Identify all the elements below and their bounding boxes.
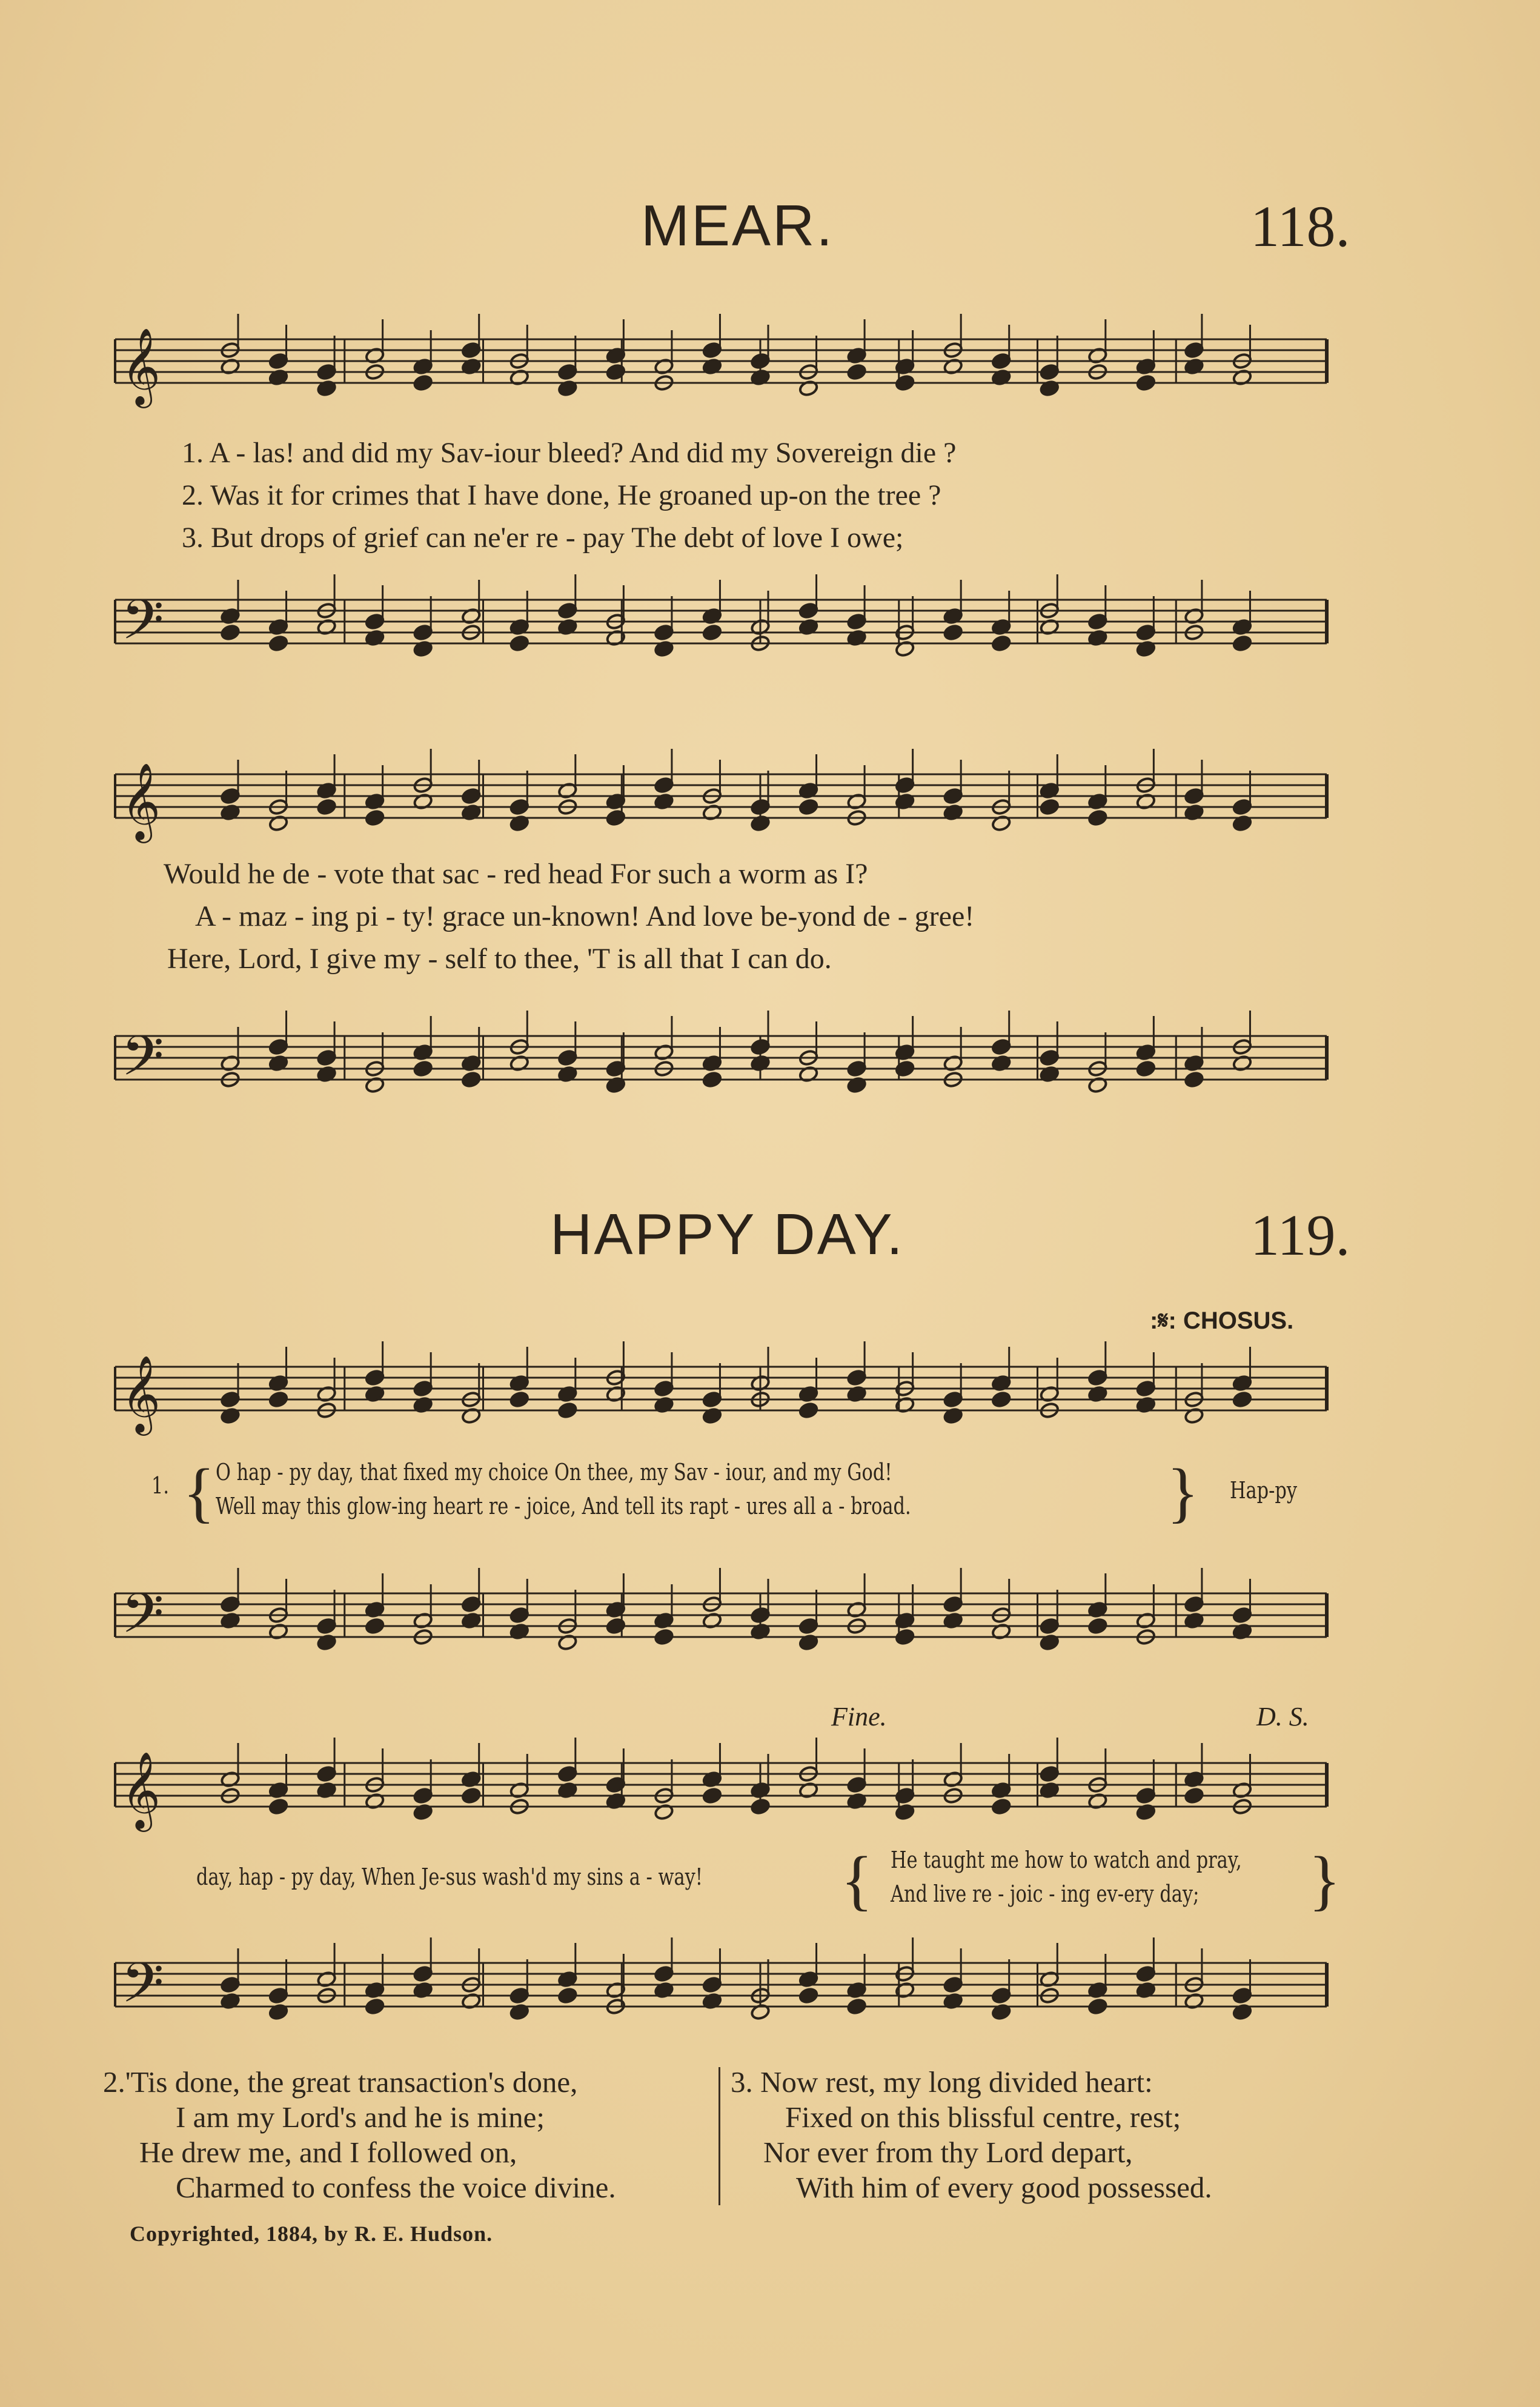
stanza-3-line2: Fixed on this blissful centre, rest; bbox=[785, 2100, 1181, 2134]
stanza-3 bbox=[731, 2065, 1212, 2205]
note-head-icon bbox=[798, 798, 818, 815]
treble-staff-happy-1 bbox=[109, 1349, 1345, 1433]
lyric-mear-1-verse2: 2. Was it for crimes that I have done, He groaned up-on the tree ? bbox=[182, 479, 941, 511]
lyric-happy-1-line2: Well may this glow-ing heart re - joice, And tell its rapt - ures all a - broad. bbox=[216, 1493, 911, 1519]
lyric-mear-2-verse3: Here, Lord, I give my - self to thee, 'T is all that I can do. bbox=[167, 943, 832, 975]
treble-clef-icon: 𝄞 bbox=[121, 1355, 161, 1432]
lyric-brace-left: { bbox=[183, 1455, 215, 1529]
note-head-icon bbox=[895, 374, 915, 391]
note-head-icon bbox=[702, 1787, 722, 1804]
note-head-icon bbox=[702, 624, 722, 641]
note-head-icon bbox=[1087, 1618, 1107, 1635]
note-head-icon bbox=[557, 1987, 577, 2004]
stanza-2 bbox=[103, 2065, 616, 2205]
treble-clef-icon: 𝄞 bbox=[121, 762, 161, 840]
note-head-icon bbox=[268, 1798, 288, 1815]
note-head-icon bbox=[606, 364, 626, 380]
note-head-icon bbox=[606, 1618, 626, 1635]
note-head-icon bbox=[654, 1628, 674, 1645]
chorus-marker: :𝄋: CHOSUS. bbox=[1150, 1307, 1294, 1334]
lyric-happy-2-main: day, hap - py day, When Je-sus wash'd my sins a - way! bbox=[196, 1864, 703, 1890]
note-head-icon bbox=[365, 1618, 385, 1635]
bass-clef-icon: 𝄢 bbox=[121, 588, 164, 665]
note-head-icon bbox=[557, 1402, 577, 1419]
note-head-icon bbox=[1087, 809, 1107, 826]
note-head-icon bbox=[943, 624, 963, 641]
hymn-number-118: 118. bbox=[1250, 194, 1350, 259]
stanza-2-line4: Charmed to confess the voice divine. bbox=[176, 2171, 616, 2204]
note-head-icon bbox=[461, 1787, 481, 1804]
note-head-icon bbox=[847, 364, 867, 380]
note-head-icon bbox=[991, 635, 1011, 652]
note-head-icon bbox=[509, 635, 529, 652]
note-head-icon bbox=[750, 1798, 770, 1815]
note-head-icon bbox=[895, 1628, 915, 1645]
note-head-icon bbox=[1232, 635, 1252, 652]
note-head-icon bbox=[365, 809, 385, 826]
note-head-icon bbox=[413, 1060, 433, 1077]
bass-clef-icon: 𝄢 bbox=[121, 1581, 164, 1659]
note-head-icon bbox=[1136, 374, 1156, 391]
lyric-mear-1-verse3: 3. But drops of grief can ne'er re - pay The debt of love I owe; bbox=[182, 522, 904, 554]
note-head-icon bbox=[413, 374, 433, 391]
stanza-2-line3: He drew me, and I followed on, bbox=[139, 2136, 517, 2169]
note-head-icon bbox=[509, 1391, 529, 1408]
note-head-icon bbox=[991, 1391, 1011, 1408]
note-head-icon bbox=[606, 809, 626, 826]
lyric-happy-1-tail: Hap-py bbox=[1230, 1477, 1298, 1504]
treble-clef-icon: 𝄞 bbox=[121, 327, 161, 405]
note-head-icon bbox=[991, 1798, 1011, 1815]
note-head-icon bbox=[798, 1987, 818, 2004]
note-head-icon bbox=[798, 1402, 818, 1419]
chorus-brace-left: { bbox=[841, 1843, 873, 1917]
stanza-3-line4: With him of every good possessed. bbox=[796, 2171, 1212, 2204]
note-head-icon bbox=[268, 1391, 288, 1408]
stanza-2-line1: 2.'Tis done, the great transaction's done, bbox=[103, 2065, 578, 2099]
note-head-icon bbox=[220, 624, 240, 641]
note-head-icon bbox=[317, 798, 337, 815]
copyright-notice: Copyrighted, 1884, by R. E. Hudson. bbox=[130, 2222, 493, 2246]
treble-staff-mear-2 bbox=[109, 756, 1345, 841]
bass-staff-happy-2 bbox=[109, 1945, 1345, 2030]
stanza-3-line3: Nor ever from thy Lord depart, bbox=[763, 2136, 1133, 2169]
bass-staff-happy-1 bbox=[109, 1575, 1345, 1660]
lyric-brace-right: } bbox=[1167, 1455, 1199, 1529]
note-head-icon bbox=[461, 1071, 481, 1088]
stanza-2-line2: I am my Lord's and he is mine; bbox=[176, 2100, 545, 2134]
note-head-icon bbox=[365, 1998, 385, 2015]
lyric-mear-2-verse1: Would he de - vote that sac - red head For such a worm as I? bbox=[164, 858, 868, 890]
verse-number-1: 1. bbox=[151, 1472, 170, 1499]
chorus-brace-right: } bbox=[1309, 1843, 1341, 1917]
hymn-title-happy-day: HAPPY DAY. bbox=[550, 1202, 904, 1267]
bass-staff-mear-1 bbox=[109, 582, 1345, 666]
lyric-mear-2-verse2: A - maz - ing pi - ty! grace un-known! And love be-yond de - gree! bbox=[195, 900, 975, 932]
lyric-happy-2-chorus1: He taught me how to watch and pray, bbox=[891, 1847, 1242, 1873]
lyric-happy-2-chorus2: And live re - joic - ing ev-ery day; bbox=[891, 1881, 1200, 1907]
ds-marker: D. S. bbox=[1256, 1702, 1309, 1731]
fine-marker: Fine. bbox=[831, 1702, 887, 1731]
note-head-icon bbox=[702, 1071, 722, 1088]
stanza-divider bbox=[719, 2067, 720, 2205]
bass-staff-mear-2 bbox=[109, 1018, 1345, 1103]
note-head-icon bbox=[1184, 1787, 1204, 1804]
treble-staff-happy-2 bbox=[109, 1745, 1345, 1830]
note-head-icon bbox=[1040, 798, 1060, 815]
hymn-title-mear: MEAR. bbox=[641, 193, 835, 258]
hymn-number-119: 119. bbox=[1250, 1203, 1350, 1267]
note-head-icon bbox=[268, 635, 288, 652]
note-head-icon bbox=[1136, 1060, 1156, 1077]
treble-staff-mear-1 bbox=[109, 321, 1345, 406]
note-head-icon bbox=[847, 1998, 867, 2015]
bass-clef-icon: 𝄢 bbox=[121, 1951, 164, 2028]
stanza-3-line1: 3. Now rest, my long divided heart: bbox=[731, 2065, 1153, 2099]
note-head-icon bbox=[895, 1060, 915, 1077]
bass-clef-icon: 𝄢 bbox=[121, 1024, 164, 1101]
lyric-mear-1-verse1: 1. A - las! and did my Sav-iour bleed? And did my Sovereign die ? bbox=[182, 437, 957, 469]
note-head-icon bbox=[1087, 1998, 1107, 2015]
note-head-icon bbox=[1232, 1391, 1252, 1408]
lyric-happy-1-line1: O hap - py day, that fixed my choice On thee, my Sav - iour, and my God! bbox=[216, 1459, 892, 1486]
note-head-icon bbox=[1184, 1071, 1204, 1088]
treble-clef-icon: 𝄞 bbox=[121, 1751, 161, 1828]
